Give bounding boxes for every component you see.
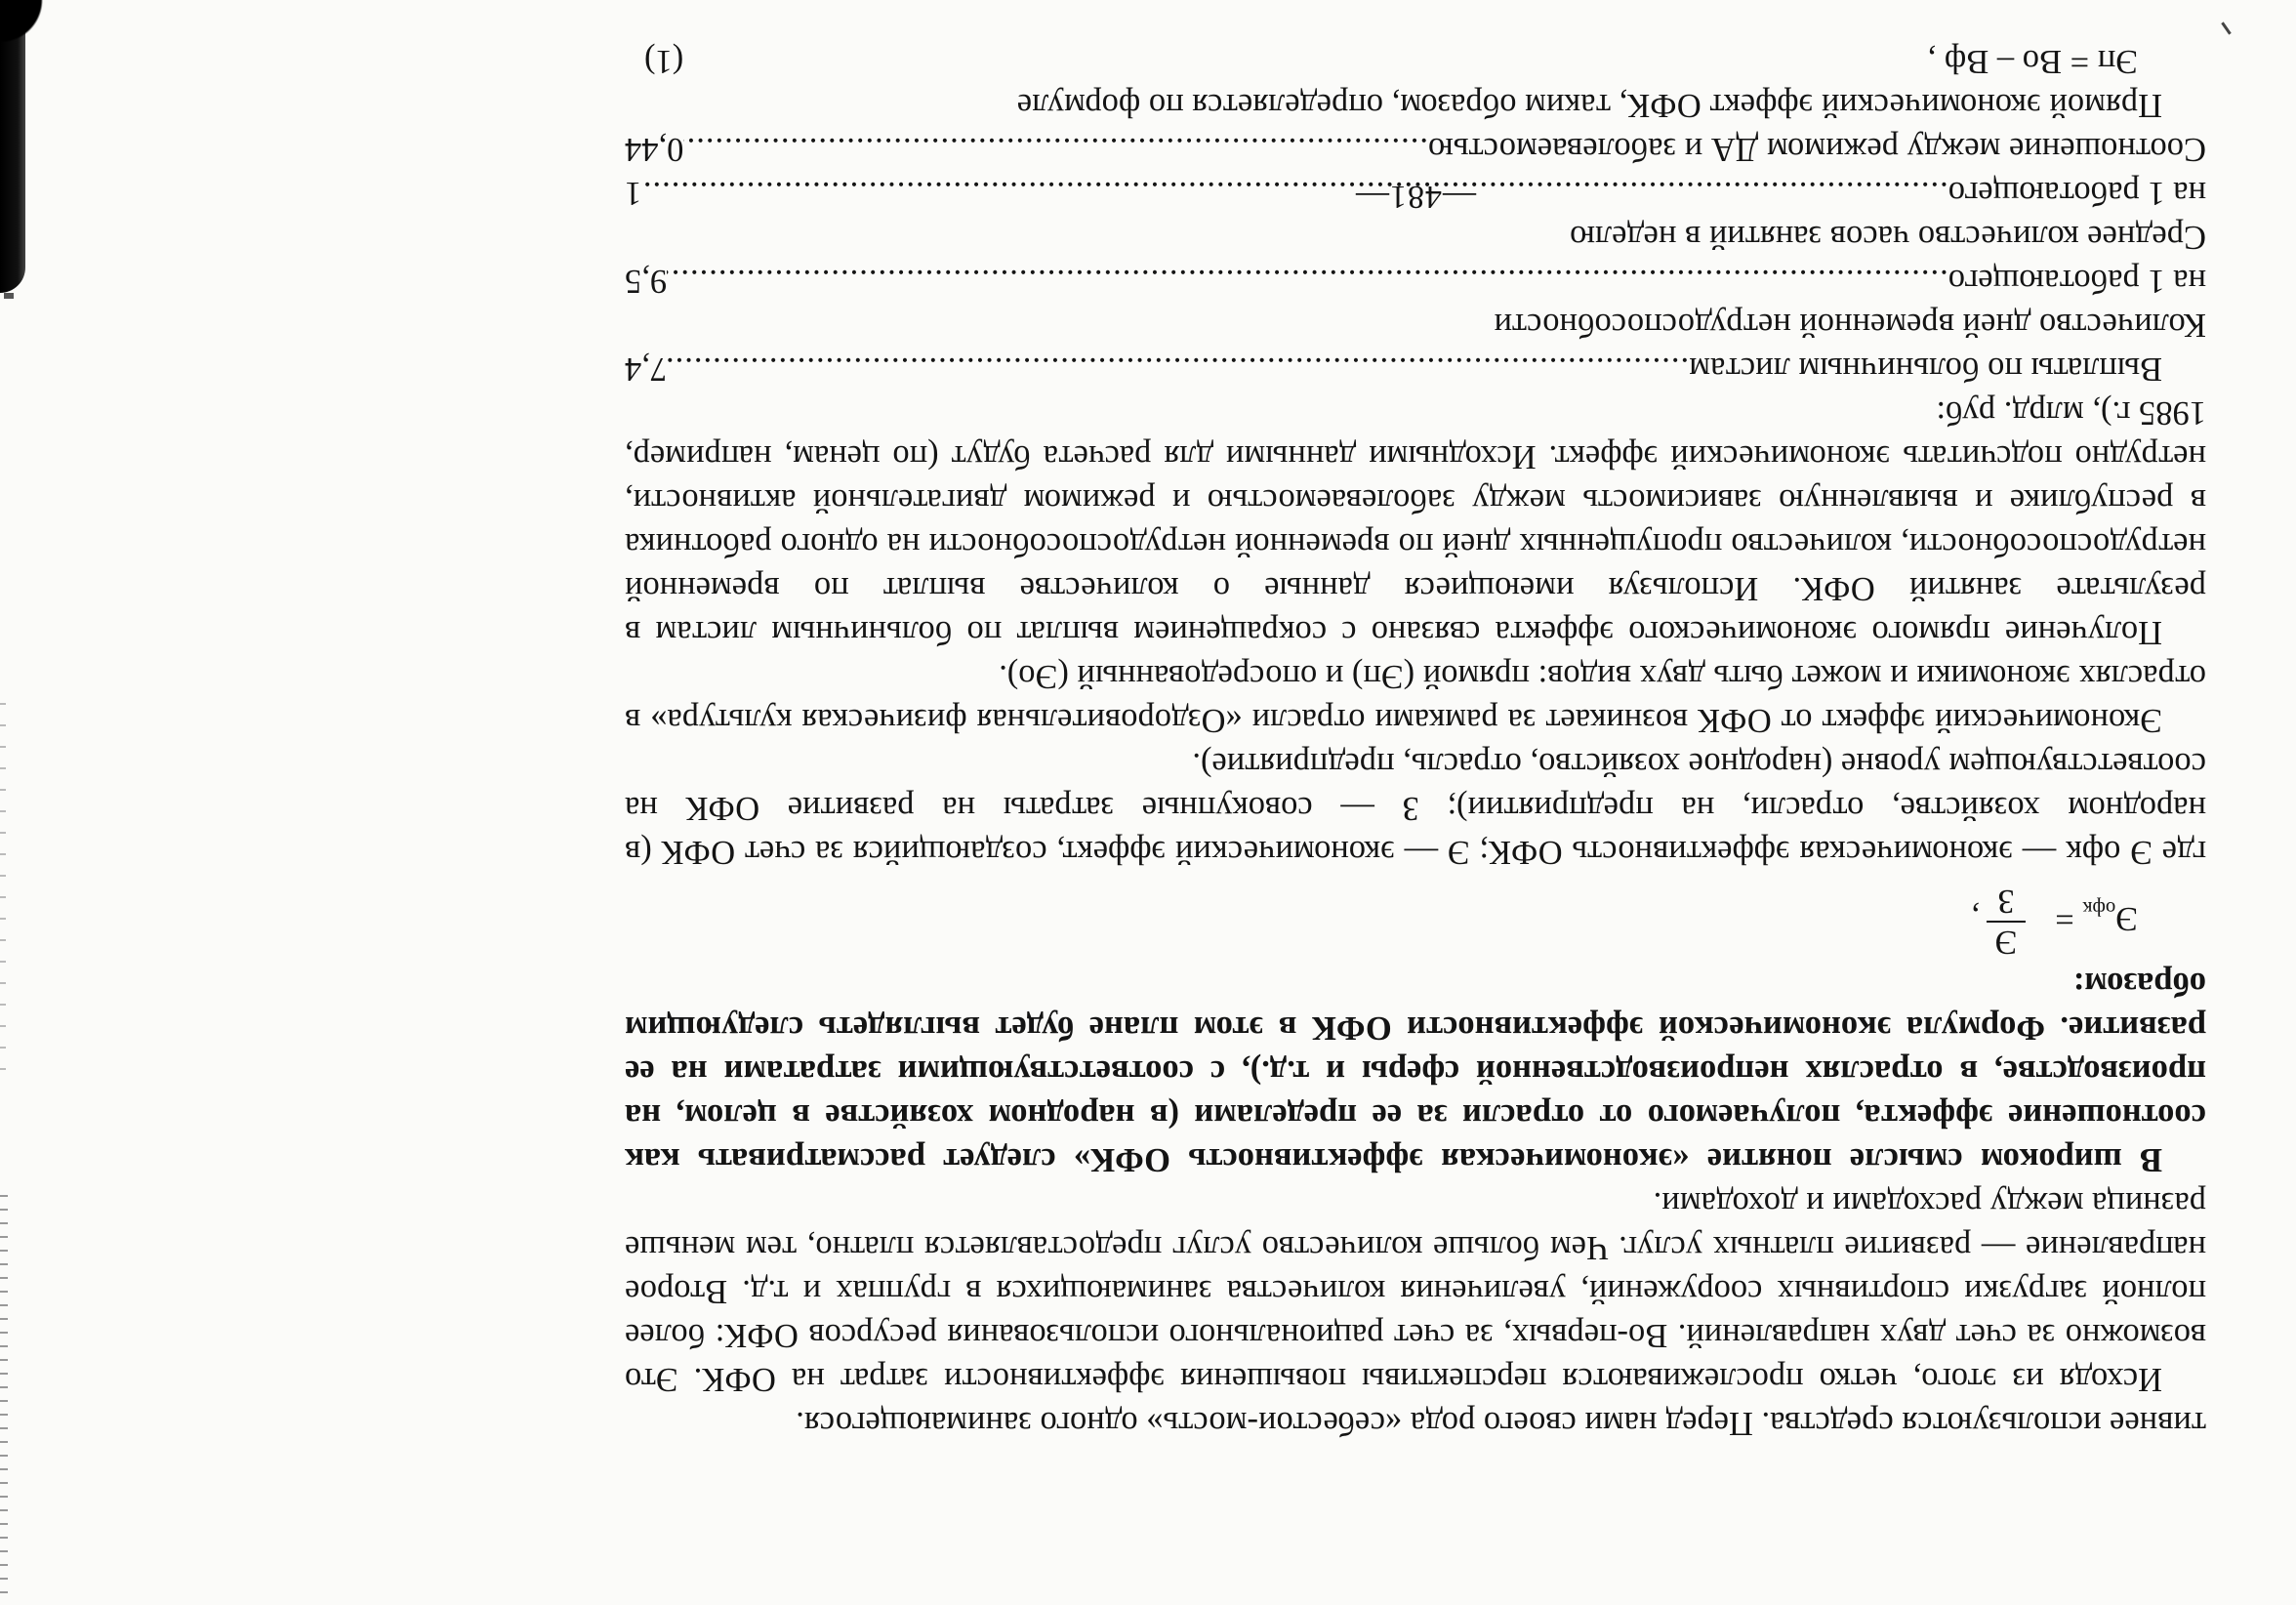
data-row-days-per-worker <box>625 259 2206 303</box>
paragraph-3: В широком смысле понятие «экономическая эффективность ОФК» следует рассматривать как соотношение эффекта, получаемого от отрасли за ее пределами (в народном хозяйстве в целом, на производстве, в отраслях непроизводственной сферы и т.д.), с соответствующими затратами на ее развитие. Формула экономической эффективности ОФК в этом плане будет выглядеть следующим образом: <box>625 966 2206 1178</box>
formula-denominator: З <box>1997 883 2015 920</box>
data-label: Выплаты по больничным листам <box>1689 350 2162 388</box>
paragraph-5: Получение прямого экономического эффекта связано с сокращением выплат по больничным листам в результате занятий ОФК. Используя имеющиеся данные о количестве выплат по временной нетрудоспособности, количество пропущенных дней по временной нетрудоспособности на одного работника в республике и выявленную зависимость между заболеваемостью и режимом двигательной активности, нетрудно подсчитать экономический эффект. Исходными данными для расчета будут (по ценам, например, 1985 г.), млрд. руб: <box>625 394 2206 651</box>
formula-fraction <box>1987 882 2026 962</box>
scan-dots-middle <box>0 703 6 1074</box>
dot-leader <box>667 347 1689 391</box>
dot-leader <box>641 171 1948 215</box>
data-label: Среднее количество часов занятий в неделю <box>1570 219 2206 256</box>
formula2-number: (1) <box>644 43 684 80</box>
dot-leader <box>667 259 1948 303</box>
data-label: на 1 работающего <box>1948 263 2206 300</box>
page-body <box>625 34 2206 1445</box>
paragraph-1: тивнее используются средства. Перед нами своего рода «себестои-мость» одного занимающегося. <box>796 1405 2206 1442</box>
formula-comma: , <box>1971 900 1980 937</box>
page-number: —481— <box>1355 179 1476 215</box>
closing-paragraph: Прямой экономический эффект ОФК, таким образом, определяется по формуле <box>1016 87 2162 124</box>
efficiency-formula <box>625 874 2206 962</box>
formula-equals: = <box>2055 900 2083 937</box>
data-value: 1 <box>625 175 642 212</box>
scan-corner-shadow <box>0 0 59 59</box>
source-data-list <box>625 127 2206 391</box>
data-row-heading-hours <box>625 215 2206 259</box>
scan-dots-bottom <box>0 1195 8 1605</box>
scan-mark <box>4 293 14 299</box>
formula-lhs <box>2055 885 2138 940</box>
data-row-sick-pay <box>625 347 2206 391</box>
rotated-book-page <box>625 43 2206 1445</box>
data-row-ratio <box>625 127 2206 171</box>
paragraph-2: Исходя из этого, четко прослеживаются перспективы повышения эффективности затрат на ОФК. Это возможно за счет двух направлений. Во-первых, за счет рационального использования ресурсов ОФК: более полной загрузки спортивных сооружений, увеличения количества занимающихся в группах и т.д. Второе направление — развитие платных услуг. Чем больше количество услуг предоставляется платно, тем меньше разница между расходами и доходами. <box>625 1185 2206 1398</box>
data-value: 0,44 <box>625 131 684 168</box>
formula-lhs-symbol: Э <box>2115 900 2138 937</box>
data-label: Соотношение между режимом ДА и заболеваемостью <box>1427 131 2206 168</box>
data-value: 9,5 <box>625 263 668 300</box>
direct-effect-formula <box>625 34 2206 83</box>
data-value: 7,4 <box>625 350 668 388</box>
formula2-expression: Эп = Во – Вф , <box>1927 43 2138 80</box>
data-label: на 1 работающего <box>1948 175 2206 212</box>
scan-speck <box>2221 21 2231 34</box>
formula-numerator: Э <box>1987 921 2026 962</box>
data-label: Количество дней временной нетрудоспособности <box>1494 307 2206 344</box>
data-row-heading-days <box>625 303 2206 347</box>
formula-lhs-subscript: офк <box>2082 896 2116 919</box>
dot-leader <box>683 127 1428 171</box>
paragraph-4: Экономический эффект от ОФК возникает за рамками отрасли «Оздоровительная физическая культура» в отраслях экономики и может быть двух видов: прямой (Эп) и опосредованный (Эо). <box>625 658 2206 739</box>
formula-explanation: где Э офк — экономическая эффективность ОФК; Э — экономический эффект, создающийся за счет ОФК (в народном хозяйстве, отрасли, на предприятии); З — совокупные затраты на развитие ОФК на соответствующем уровне (народное хозяйство, отрасль, предприятие). <box>625 746 2206 871</box>
